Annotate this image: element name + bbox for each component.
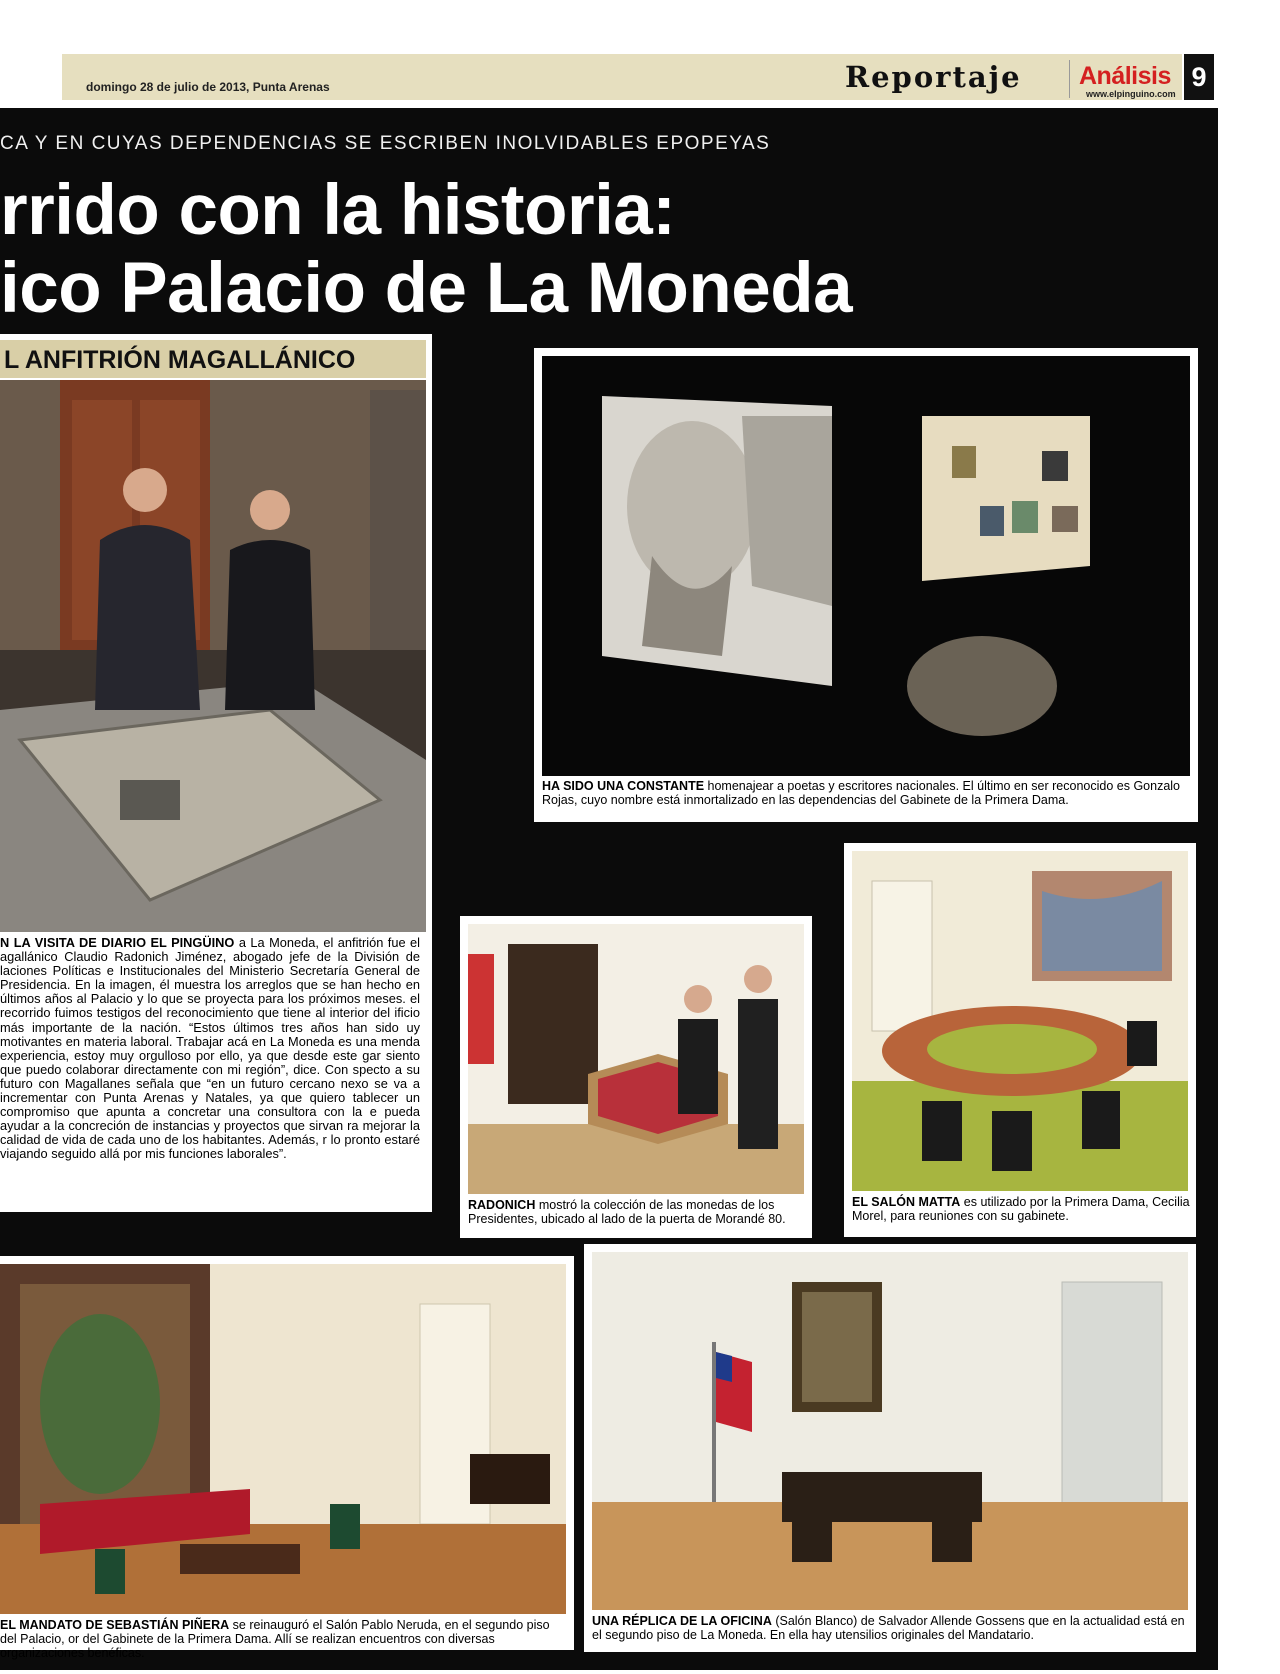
card-caption <box>468 1198 806 1226</box>
card-caption <box>592 1614 1188 1642</box>
card-caption <box>0 936 420 1162</box>
card-anfitrion <box>0 334 432 1212</box>
caption-lead: HA SIDO UNA CONSTANTE <box>542 779 705 793</box>
photo-gonzalo-rojas-exhibit <box>542 356 1190 776</box>
analisis-logo: Análisis <box>1079 62 1171 90</box>
article <box>0 108 1218 1670</box>
caption-body: (Salón Blanco) de Salvador Allende Gossens que en la actualidad está en el segundo piso de La Moneda. En ella hay utensilios originales del Mandatario. <box>592 1614 1185 1642</box>
photo-model-palacio <box>0 380 426 932</box>
caption-body: mostró la colección de las monedas de los Presidentes, ubicado al lado de la puerta de Morandé 80. <box>468 1198 786 1226</box>
card-oficina-allende <box>584 1244 1196 1652</box>
caption-lead: UNA RÉPLICA DE LA OFICINA <box>592 1614 772 1628</box>
headline-line-1: rrido con la historia: <box>0 171 676 250</box>
card-caption <box>852 1195 1190 1223</box>
page-header <box>0 0 1280 104</box>
caption-body: se reinauguró el Salón Pablo Neruda, en el segundo piso del Palacio, or del Gabinete de la Primera Dama. Allí se realizan encuentros con diversas organizaciones benéficas. <box>0 1618 550 1660</box>
page-number: 9 <box>1184 54 1214 100</box>
card-salon-neruda <box>0 1256 574 1660</box>
card-caption <box>542 779 1192 807</box>
caption-lead: N LA VISITA DE DIARIO EL PINGÜINO <box>0 935 235 950</box>
photo-salon-neruda <box>0 1264 566 1614</box>
card-monedas <box>460 916 812 1238</box>
article-kicker: CA Y EN CUYAS DEPENDENCIAS SE ESCRIBEN INOLVIDABLES EPOPEYAS <box>0 133 771 154</box>
card-caption <box>0 1618 566 1660</box>
caption-body: a La Moneda, el anfitrión fue el agallánico Claudio Radonich Jiménez, abogado jefe de la División de laciones Políticas e Institucionales del Ministerio Secretaría General de Presidencia. En la imagen, él muestra los arreglos que se han hecho en últimos años al Palacio y lo que se proyecta para los próximos meses. el recorrido fuimos testigos del reconocimiento que tiene al interior del ificio más importante de la nación. “Estos últimos tres años han sido uy motivantes en materia laboral. Trabajar acá en La Moneda es una mendа experiencia, estoy muy orgulloso por ello, ya que desde este gar siento que puedo colaborar directamente con mi región”, dice. Con specto a su futuro con Magallanes señala que “en un futuro cercano nexo se va a incrementar con Punta Arenas y Natales, ya que quiero tablecer un compromiso que apunta a concretar una consultora con la e pueda ayudar a la concreción de instancias y proyectos que sirvan ra mejorar la calidad de vida de cada uno de los habitantes. Además, r lo pronto estaré viajando seguido allá por mis funciones laborales”. <box>0 935 420 1162</box>
card-poetas <box>534 348 1198 822</box>
card-heading: L ANFITRIÓN MAGALLÁNICO <box>4 346 356 374</box>
site-url: www.elpinguino.com <box>1086 89 1176 99</box>
caption-lead: EL SALÓN MATTA <box>852 1195 961 1209</box>
photo-salon-matta <box>852 851 1188 1191</box>
photo-oficina-allende <box>592 1252 1188 1610</box>
section-title: Reportaje <box>845 60 1022 94</box>
caption-body: homenajear a poetas y escritores nacionales. El último en ser reconocido es Gonzalo Rojas, cuyo nombre está inmortalizado en las dependencias del Gabinete de la Primera Dama. <box>542 779 1180 807</box>
photo-coin-collection <box>468 924 804 1194</box>
caption-lead: RADONICH <box>468 1198 536 1212</box>
issue-date: domingo 28 de julio de 2013, Punta Arenas <box>86 80 330 94</box>
headline-line-2: ico Palacio de La Moneda <box>0 249 853 328</box>
caption-lead: EL MANDATO DE SEBASTIÁN PIÑERA <box>0 1618 230 1632</box>
caption-body: es utilizado por la Primera Dama, Cecilia Morel, para reuniones con su gabinete. <box>852 1195 1190 1223</box>
card-salon-matta <box>844 843 1196 1237</box>
card-heading-box <box>0 340 426 378</box>
article-headline <box>0 172 852 328</box>
header-divider <box>1069 60 1070 98</box>
